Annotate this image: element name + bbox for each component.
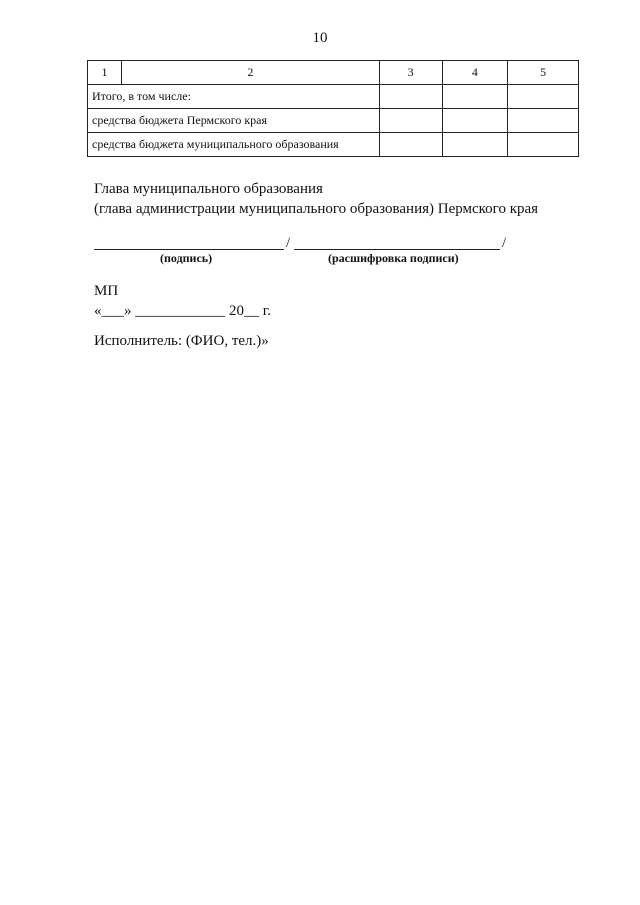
table-cell: [442, 133, 508, 157]
table-row-total: [88, 85, 579, 109]
table-cell: [379, 133, 442, 157]
decoding-slash: /: [502, 235, 507, 251]
table-row-regional-budget: [88, 109, 579, 133]
signature-caption: (подпись): [160, 251, 213, 265]
signature-rule: [94, 249, 284, 250]
stamp-label: МП: [94, 283, 119, 299]
table-cell: [508, 133, 579, 157]
decoding-rule: [294, 249, 500, 250]
row-label: средства бюджета муниципального образования: [88, 133, 380, 157]
head-title-line2: (глава администрации муниципального образования) Пермского края: [94, 201, 539, 217]
stamp-block: [94, 281, 271, 321]
table-cell: [379, 109, 442, 133]
row-label: средства бюджета Пермского края: [88, 109, 380, 133]
page-number: 10: [312, 30, 328, 46]
executor-line: Исполнитель: (ФИО, тел.)»: [94, 333, 269, 349]
column-header-4: 4: [442, 61, 508, 85]
table-header-row: [88, 61, 579, 85]
table-cell: [379, 85, 442, 109]
head-title-block: [94, 179, 538, 219]
column-header-5: 5: [508, 61, 579, 85]
column-header-2: 2: [121, 61, 379, 85]
decoding-caption: (расшифровка подписи): [328, 251, 459, 265]
table-cell: [508, 109, 579, 133]
date-line: «___» ____________ 20__ г.: [94, 303, 271, 319]
table-cell: [508, 85, 579, 109]
table-cell: [442, 109, 508, 133]
head-title-line1: Глава муниципального образования: [94, 181, 323, 197]
row-label: Итого, в том числе:: [88, 85, 380, 109]
column-header-3: 3: [379, 61, 442, 85]
table-row-municipal-budget: [88, 133, 579, 157]
signature-slash: /: [286, 235, 291, 251]
budget-table: [87, 60, 579, 157]
column-header-1: 1: [88, 61, 122, 85]
table-cell: [442, 85, 508, 109]
